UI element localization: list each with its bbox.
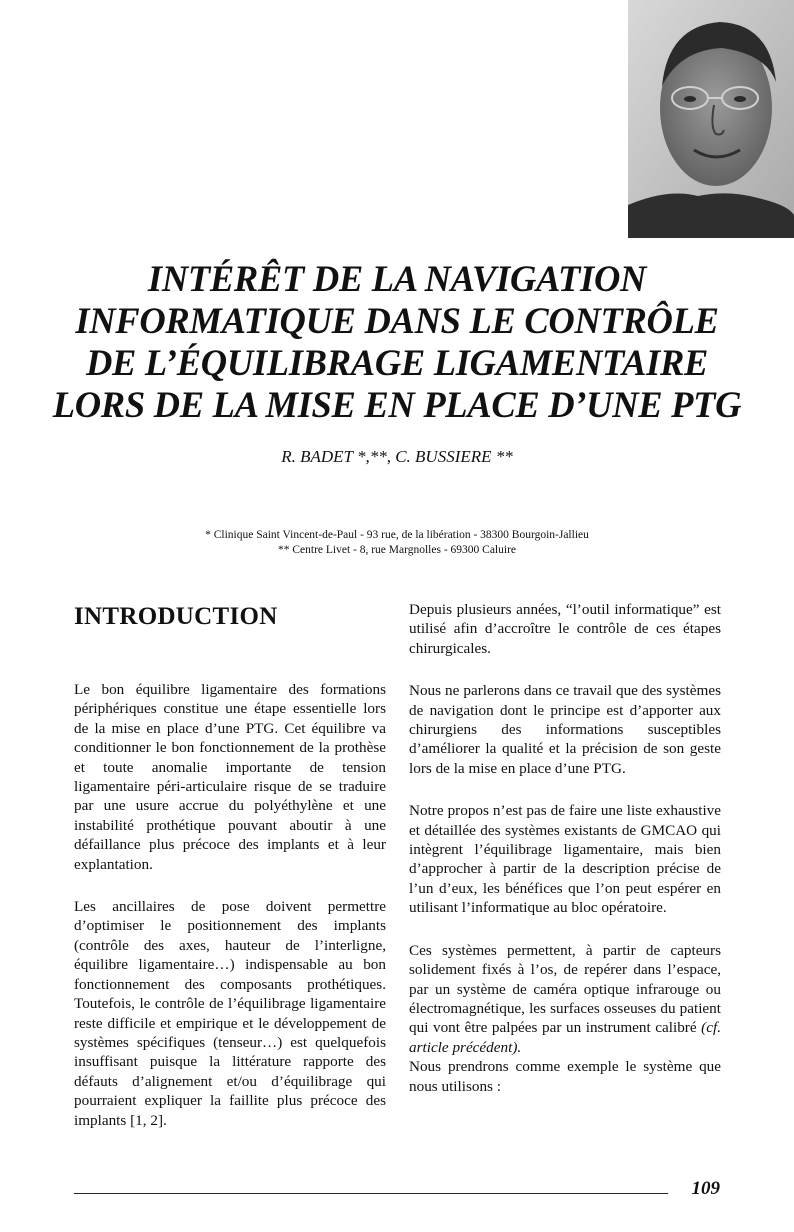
paragraph: Nous prendrons comme exemple le système que nous utilisons :: [409, 1058, 721, 1095]
affiliation: * Clinique Saint Vincent-de-Paul - 93 rue, de la libération - 38300 Bourgoin-Jallieu: [205, 529, 589, 541]
affiliation: ** Centre Livet - 8, rue Margnolles - 69300 Caluire: [277, 544, 517, 556]
paragraph: Notre propos n’est pas de faire une liste exhaustive et détaillée des systèmes existants de GMCAO qui intègrent l’équilibrage ligamentaire, mais bien d’approcher à partir de la description précise de l’un d’eux, les bénéfices que l’on peut espérer en utilisant l’informatique au bloc opératoire.: [409, 802, 721, 917]
author-portrait-image: [628, 0, 794, 238]
paragraph: Depuis plusieurs années, “l’outil informatique” est utilisé afin d’accroître le contrôle de ces étapes chirurgicales.: [409, 601, 721, 657]
title-line: INTÉRÊT DE LA NAVIGATION: [147, 258, 647, 299]
right-column: [409, 596, 721, 1096]
section-heading: INTRODUCTION: [74, 603, 278, 630]
paragraph: Nous ne parlerons dans ce travail que des systèmes de navigation dont le principe est d’apporter aux chirurgiens des informations susceptibles d’améliorer la qualité et la précision de son geste lors de la mise en place d’une PTG.: [409, 682, 721, 777]
page-number: 109: [691, 1178, 720, 1199]
title-line: INFORMATIQUE DANS LE CONTRÔLE: [75, 300, 719, 341]
paragraph: Le bon équilibre ligamentaire des formations périphériques constitue une étape essentielle lors de la mise en place d’une PTG. Cet équilibre va conditionner le bon fonctionnement de la prothèse et toute anomalie importante de tension ligamentaire péri-articulaire risque de se traduire par une usure accrue du polyéthylène et une instabilité prothétique pouvant aboutir à une défaillance plus précoce des implants et à leur explantation.: [74, 681, 386, 873]
cross-reference: (cf. article précédent).: [409, 1019, 721, 1056]
title-line: DE L’ÉQUILIBRAGE LIGAMENTAIRE: [85, 342, 709, 383]
article-title: [40, 258, 754, 426]
affiliations: [0, 528, 794, 558]
paragraph: Les ancillaires de pose doivent permettre d’optimiser le positionnement des implants (contrôle des axes, hauteur de l’interligne, équilibre ligamentaire…) indispensable au bon fonctionnement des composants prothétiques. Toutefois, le contrôle de l’équilibrage ligamentaire reste difficile et empirique et le développement de systèmes spécifiques (tenseur…) est quelquefois insuffisant puisque la littérature rapporte des défauts d’alignement et/ou d’équilibrage qui pourraient expliquer la faillite plus précoce des implants [1, 2].: [74, 898, 386, 1129]
paragraph: [409, 941, 721, 1057]
author-photo: [628, 0, 794, 238]
paragraph-text: Ces systèmes permettent, à partir de capteurs solidement fixés à l’os, de repérer dans l’espace, par un système de caméra optique infrarouge ou électromagnétique, les surfaces osseuses du patient qui vont être palpées par un instrument calibré: [409, 941, 721, 1037]
title-line: LORS DE LA MISE EN PLACE D’UNE PTG: [52, 384, 742, 425]
footer-rule: [74, 1193, 668, 1194]
left-column: [74, 596, 386, 1153]
authors: R. BADET *,**, C. BUSSIERE **: [281, 447, 513, 466]
